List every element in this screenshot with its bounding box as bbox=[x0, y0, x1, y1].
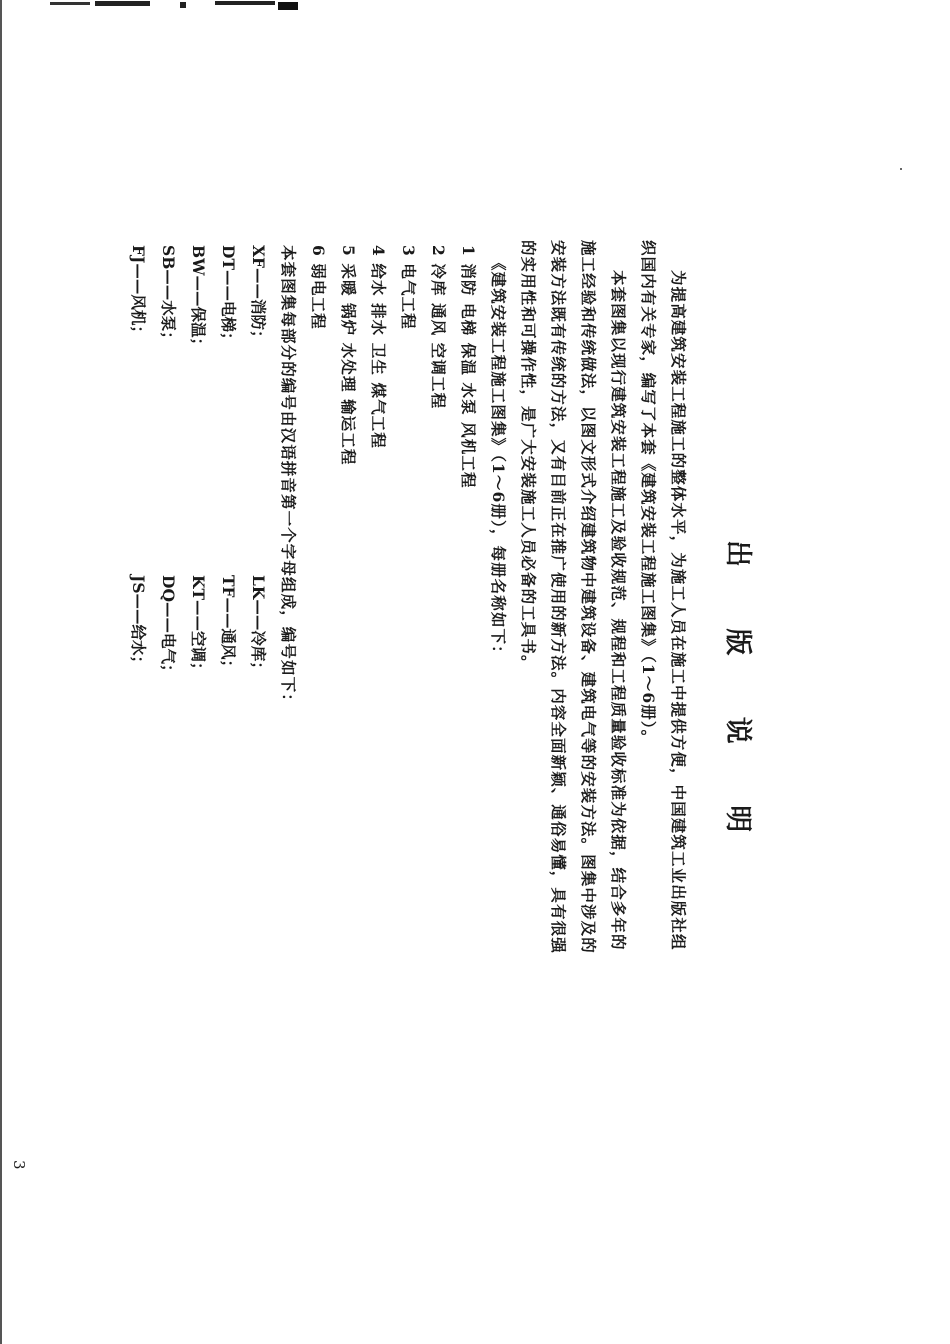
codes-intro: 本套图集每部分的编号由汉语拼音第一个字母组成，编号如下： bbox=[279, 245, 298, 710]
volume-item: 3 电气工程 bbox=[399, 245, 418, 330]
volume-item: 2 冷库 通风 空调工程 bbox=[429, 245, 448, 410]
paragraph-line: 织国内有关专家，编写了本套《建筑安装工程施工图集》（1～6册）。 bbox=[639, 240, 658, 747]
code-entry: LK——冷库； bbox=[249, 575, 268, 677]
code-entry: JS——给水； bbox=[129, 575, 148, 672]
volume-item: 1 消防 电梯 保温 水泵 风机工程 bbox=[459, 245, 478, 489]
code-entry: TF——通风； bbox=[219, 575, 238, 676]
paragraph-line: 安装方法既有传统的方法，又有目前正在推广使用的新方法。内容全面新颖、通俗易懂，具有很强 bbox=[549, 240, 568, 954]
volume-item: 5 采暖 锅炉 水处理 输运工程 bbox=[339, 245, 358, 466]
volumes-intro: 《建筑安装工程施工图集》（1～6册），每册名称如下： bbox=[489, 255, 508, 662]
code-entry: DT——电梯； bbox=[219, 245, 238, 348]
volume-item: 4 给水 排水 卫生 煤气工程 bbox=[369, 245, 388, 449]
code-entry: XF——消防； bbox=[249, 245, 268, 346]
volume-item: 6 弱电工程 bbox=[309, 245, 328, 330]
page-number: 3 bbox=[10, 1160, 28, 1170]
paragraph-line: 为提高建筑安装工程施工的整体水平，为施工人员在施工中提供方便，中国建筑工业出版社组 bbox=[669, 270, 688, 951]
code-entry: SB——水泵； bbox=[159, 245, 178, 347]
paragraph-line: 的实用性和可操作性，是广大安装施工人员必备的工具书。 bbox=[519, 240, 538, 672]
code-entry: DQ——电气； bbox=[159, 575, 178, 680]
code-entry: BW——保温； bbox=[189, 245, 208, 354]
paragraph-line: 本套图集以现行建筑安装工程施工及验收规范、规程和工程质量验收标准为依据，结合多年的 bbox=[609, 270, 628, 951]
page-title: 出 版 说 明 bbox=[722, 540, 753, 859]
code-entry: KT——空调； bbox=[189, 575, 208, 678]
code-entry: FJ——风机； bbox=[129, 245, 148, 341]
paragraph-line: 施工经验和传统做法，以图文形式介绍建筑物中建筑设备、建筑电气等的安装方法。图集中涉及的 bbox=[579, 240, 598, 954]
